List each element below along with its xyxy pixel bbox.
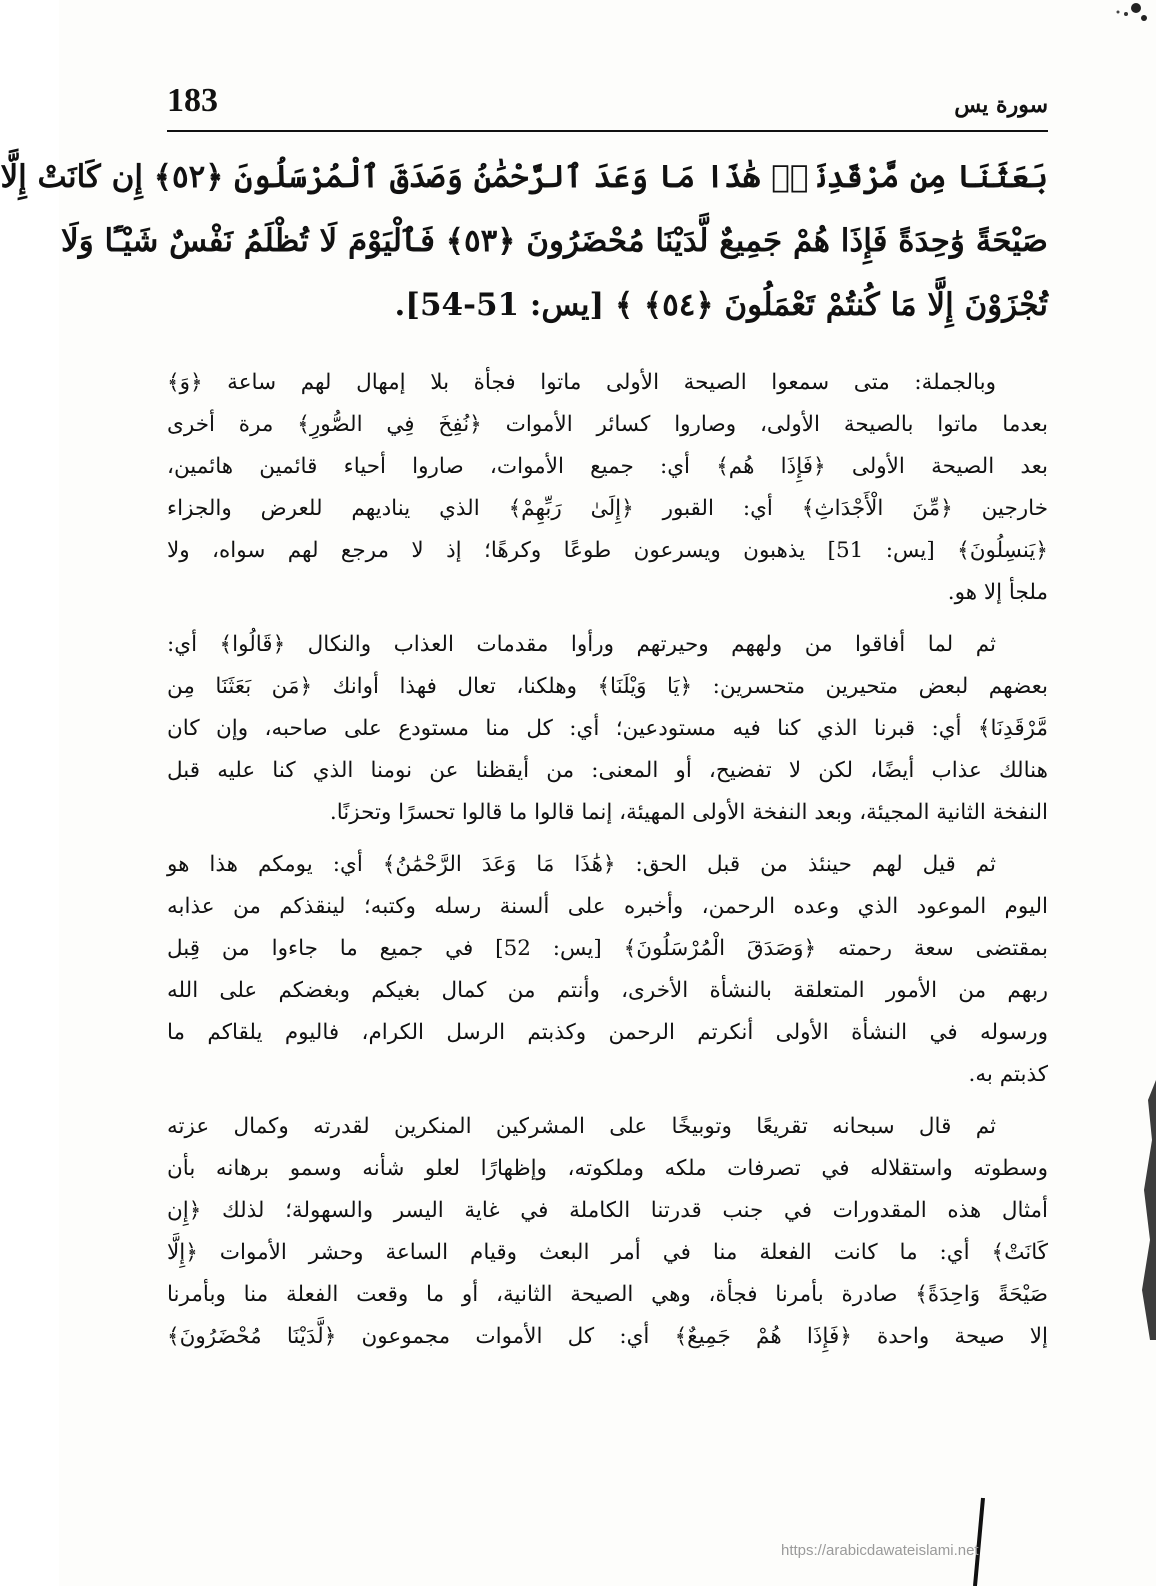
text-line: اليوم الموعود الذي وعده الرحمن، وأخبره على ألسنة رسله وكتبه؛ لينقذكم من عذابه xyxy=(167,894,1048,919)
verse-line: بَعَثَنَا مِن مَّرْقَدِنَاۜ هَٰذَا مَا وَعَدَ ٱلرَّحْمَٰنُ وَصَدَقَ ٱلْمُرْسَلُونَ ﴿٥٢﴾ إِن كَانَتْ إِلَّا xyxy=(0,159,1048,195)
verse-line: صَيْحَةً وَٰحِدَةً فَإِذَا هُمْ جَمِيعٌ لَّدَيْنَا مُحْضَرُونَ ﴿٥٣﴾ فَٱلْيَوْمَ لَا تُظْلَمُ نَفْسٌ شَيْـًٔا وَلَا xyxy=(61,223,1048,259)
text-line: كَانَتْ﴾ أي: ما كانت الفعلة منا في أمر البعث وقيام الساعة وحشر الأموات ﴿إِلَّا xyxy=(167,1240,1048,1265)
text-line: مَّرْقَدِنَا﴾ أي: قبرنا الذي كنا فيه مستودعين؛ أي: كل منا مستودع على صاحبه، وإن كان xyxy=(167,716,1048,741)
text-line: بعد الصيحة الأولى ﴿فَإِذَا هُم﴾ أي: جميع الأموات، صاروا أحياء قائمين هائمين، xyxy=(167,454,1048,479)
text-line: وسطوته واستقلاله في تصرفات ملكه وملكوته، وإظهارًا لعلو شأنه وسمو برهانه بأن xyxy=(167,1156,1048,1181)
text-line: ملجأ إلا هو. xyxy=(947,580,1048,605)
text-line: إلا صيحة واحدة ﴿فَإِذَا هُمْ جَمِيعٌ﴾ أي: كل الأموات مجموعون ﴿لَّدَيْنَا مُحْضَرُونَ﴾ xyxy=(167,1324,1048,1349)
text-line: ربهم من الأمور المتعلقة بالنشأة الأخرى، وأنتم من كمال بغيكم وبغضكم على الله xyxy=(167,978,1048,1003)
verse-line: تُجْزَوْنَ إِلَّا مَا كُنتُمْ تَعْمَلُونَ ﴿٥٤﴾ ﴾ [يس: 51-54]. xyxy=(394,287,1048,323)
paragraph xyxy=(167,362,1048,614)
text-line: أمثال هذه المقدورات في جنب قدرتنا الكاملة في غاية اليسر والسهولة؛ لذلك ﴿إِن xyxy=(167,1198,1048,1223)
scan-speck-mark xyxy=(1112,0,1152,30)
watermark-url: https://arabicdawateislami.net xyxy=(781,1542,979,1559)
surah-title: سورة يس xyxy=(954,92,1048,118)
text-line: بمقتضى سعة رحمته ﴿وَصَدَقَ الْمُرْسَلُونَ﴾ [يس: 52] في جميع ما جاءوا من قِبل xyxy=(167,936,1048,961)
text-line: ثم قال سبحانه تقريعًا وتوبيخًا على المشركين المنكرين لقدرته وكمال عزته xyxy=(167,1114,996,1139)
text-line: ﴿يَنسِلُونَ﴾ [يس: 51] يذهبون ويسرعون طوعًا وكرهًا؛ إذ لا مرجع لهم سواه، ولا xyxy=(167,538,1048,563)
text-line: خارجين ﴿مِّنَ الْأَجْدَاثِ﴾ أي: القبور ﴿إِلَىٰ رَبِّهِمْ﴾ الذي يناديهم للعرض والجزاء xyxy=(167,496,1048,521)
text-line: ورسوله في النشأة الأولى أنكرتم الرحمن وكذبتم الرسل الكرام، فاليوم يلقاكم ما xyxy=(167,1020,1048,1045)
text-line: ثم قيل لهم حينئذ من قبل الحق: ﴿هَٰذَا مَا وَعَدَ الرَّحْمَٰنُ﴾ أي: يومكم هذا هو xyxy=(167,852,996,877)
page-header xyxy=(167,78,1048,132)
text-line: بعضهم لبعض متحيرين متحسرين: ﴿يَا وَيْلَنَا﴾ وهلكنا، تعال فهذا أوانك ﴿مَن بَعَثَنَا مِن xyxy=(167,674,1048,699)
paragraph xyxy=(167,844,1048,1096)
scan-edge-smudge xyxy=(1130,1080,1156,1340)
text-line: هنالك عذاب أيضًا، لكن لا تفضيح، أو المعنى: من أيقظنا عن نومنا الذي كنا عليه قبل xyxy=(167,758,1048,783)
page-number: 183 xyxy=(167,82,218,119)
text-line: وبالجملة: متى سمعوا الصيحة الأولى ماتوا فجأة بلا إمهال لهم ساعة ﴿وَ﴾ xyxy=(167,370,996,395)
text-line: صَيْحَةً وَاحِدَةً﴾ صادرة بأمرنا فجأة، وهي الصيحة الثانية، أو ما وقعت الفعلة منا وبأمرنا xyxy=(167,1282,1048,1307)
text-line: النفخة الثانية المجيئة، وبعد النفخة الأولى المهيئة، إنما قالوا ما قالوا تحسرًا وتحزنًا. xyxy=(329,800,1048,825)
text-line: ثم لما أفاقوا من ولههم وحيرتهم ورأوا مقدمات العذاب والنكال ﴿قَالُوا﴾ أي: xyxy=(167,632,996,657)
quran-verse-block xyxy=(0,145,1048,345)
commentary-body xyxy=(167,362,1048,1368)
paragraph xyxy=(167,1106,1048,1358)
paragraph xyxy=(167,624,1048,834)
text-line: كذبتم به. xyxy=(968,1062,1048,1087)
text-line: بعدما ماتوا بالصيحة الأولى، وصاروا كسائر الأموات ﴿نُفِخَ فِي الصُّورِ﴾ مرة أخرى xyxy=(167,412,1048,437)
